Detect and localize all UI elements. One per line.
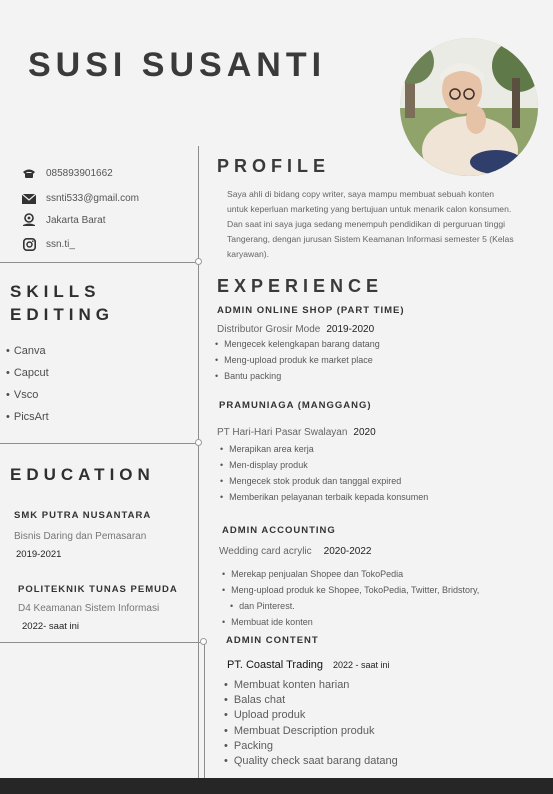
contact-instagram[interactable] xyxy=(20,238,75,251)
divider-dot xyxy=(195,439,202,446)
job-task: • Mengecek kelengkapan barang datang xyxy=(215,336,380,352)
job-tasks xyxy=(215,336,380,384)
section-divider-skills xyxy=(0,443,198,444)
job-task: • Upload produk xyxy=(224,708,398,723)
job-task: • Quality check saat barang datang xyxy=(224,754,398,769)
contact-location-text: Jakarta Barat xyxy=(46,214,106,226)
job-task: • Memberikan pelayanan terbaik kepada konsumen xyxy=(220,489,428,505)
job-tasks xyxy=(222,566,479,630)
education-school: POLITEKNIK TUNAS PEMUDA xyxy=(18,584,178,595)
job-tasks xyxy=(220,441,428,505)
envelope-icon xyxy=(20,194,38,204)
job-task: • Packing xyxy=(224,739,398,754)
job-task: • Meng-upload produk ke market place xyxy=(215,352,380,368)
resume-name: SUSI SUSANTI xyxy=(28,46,327,84)
education-years: 2022- saat ini xyxy=(22,621,80,632)
job-years: 2019-2020 xyxy=(326,324,375,335)
profile-photo-image xyxy=(400,38,538,176)
job-task: • Men-display produk xyxy=(220,457,428,473)
job-company: Distributor Grosir Mode xyxy=(217,324,321,335)
skill-item: • Capcut xyxy=(6,367,49,379)
job-role: PRAMUNIAGA (MANGGANG) xyxy=(219,400,372,411)
skill-item: • Vsco xyxy=(6,389,38,401)
section-divider-education xyxy=(0,642,200,643)
job-role: ADMIN ACCOUNTING xyxy=(222,525,336,536)
job-role: ADMIN ONLINE SHOP (PART TIME) xyxy=(217,305,405,316)
column-divider xyxy=(198,146,199,778)
job-company-line xyxy=(219,541,371,559)
job-years: 2020-2022 xyxy=(323,546,372,557)
contact-location xyxy=(20,213,105,227)
job-task: • Membuat konten harian xyxy=(224,678,398,693)
skill-item: • PicsArt xyxy=(6,411,49,423)
experience-heading: EXPERIENCE xyxy=(217,276,384,296)
education-major: Bisnis Daring dan Pemasaran xyxy=(14,531,147,542)
profile-photo xyxy=(400,38,538,176)
location-pin-icon xyxy=(20,213,38,227)
column-divider-lower xyxy=(204,640,205,778)
contact-phone xyxy=(20,168,113,179)
footer-bar xyxy=(0,778,553,794)
job-years: 2020 xyxy=(353,427,376,438)
job-company-line xyxy=(217,422,376,440)
job-years: 2022 - saat ini xyxy=(333,660,390,670)
job-task: • Membuat ide konten xyxy=(222,614,479,630)
divider-dot xyxy=(195,258,202,265)
profile-heading: PROFILE xyxy=(217,156,331,176)
education-major: D4 Keamanan Sistem Informasi xyxy=(18,603,160,614)
job-task: • Mengecek stok produk dan tanggal expired xyxy=(220,473,428,489)
job-company: PT. Coastal Trading xyxy=(227,659,323,671)
skill-item: • Canva xyxy=(6,345,46,357)
divider-dot xyxy=(200,638,207,645)
section-divider-contact xyxy=(0,262,198,263)
education-heading: EDUCATION xyxy=(10,465,155,484)
job-tasks xyxy=(224,678,398,769)
job-task: • Bantu packing xyxy=(215,368,380,384)
contact-instagram-text[interactable]: ssn.ti_ xyxy=(46,239,75,250)
education-school: SMK PUTRA NUSANTARA xyxy=(14,510,152,521)
job-task: • Membuat Description produk xyxy=(224,724,398,739)
contact-phone-text: 085893901662 xyxy=(46,168,113,179)
education-years: 2019-2021 xyxy=(16,549,62,560)
instagram-icon xyxy=(20,238,38,251)
job-task: • Meng-upload produk ke Shopee, TokoPedia, Twitter, Bridstory, xyxy=(222,582,479,598)
job-company: Wedding card acrylic xyxy=(219,546,312,557)
phone-icon xyxy=(20,168,38,179)
contact-email[interactable] xyxy=(20,193,139,204)
skills-heading-line2: EDITING xyxy=(10,305,114,324)
job-task: • Merapikan area kerja xyxy=(220,441,428,457)
job-task: • Merekap penjualan Shopee dan TokoPedia xyxy=(222,566,479,582)
contact-email-text[interactable]: ssnti533@gmail.com xyxy=(46,193,139,204)
job-company-line xyxy=(227,655,390,673)
job-task: • Balas chat xyxy=(224,693,398,708)
job-role: ADMIN CONTENT xyxy=(226,635,319,646)
job-task-continued: • dan Pinterest. xyxy=(222,598,479,614)
job-company: PT Hari-Hari Pasar Swalayan xyxy=(217,427,348,438)
skills-heading-line1: SKILLS xyxy=(10,282,101,301)
job-company-line xyxy=(217,319,374,337)
profile-text: Saya ahli di bidang copy writer, saya mampu membuat sebuah konten untuk keperluan marketing yang bertujuan untuk menarik calon konsumen. Dan saat ini saya juga sedang menempuh pendidikan di perguruan tinggi Tangerang, dengan jurusan Sistem Keamanan Informasi semester 5 (Kelas karyawan). xyxy=(227,189,514,259)
